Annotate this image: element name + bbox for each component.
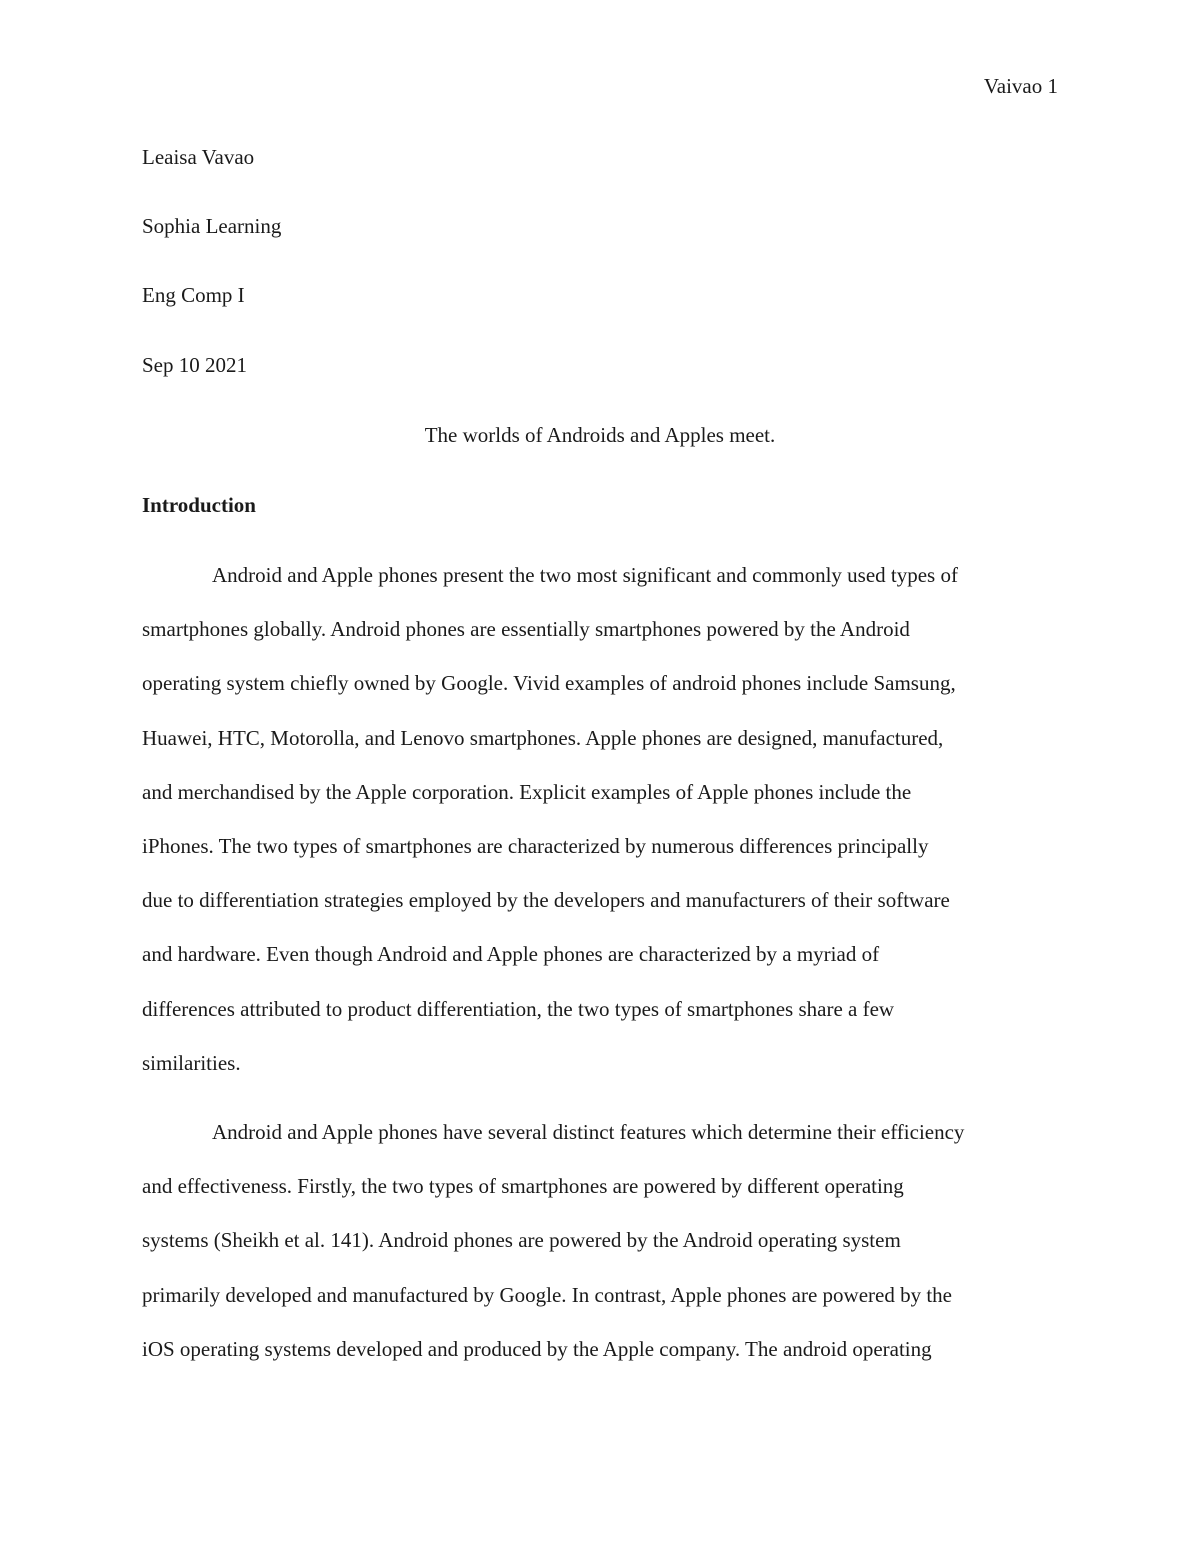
institution: Sophia Learning	[142, 214, 282, 238]
paragraph-line: similarities.	[142, 1050, 241, 1075]
paragraph-line: iPhones. The two types of smartphones are characterized by numerous differences principally	[142, 833, 929, 858]
paragraph-line: and effectiveness. Firstly, the two types of smartphones are powered by different operating	[142, 1174, 904, 1199]
paragraph-line: and merchandised by the Apple corporation. Explicit examples of Apple phones include the	[142, 779, 912, 804]
paragraph-line: due to differentiation strategies employed by the developers and manufacturers of their software	[142, 888, 950, 913]
paragraph-line: differences attributed to product differentiation, the two types of smartphones share a few	[142, 996, 895, 1021]
paragraph-2	[142, 1118, 1058, 1389]
paragraph-1	[142, 561, 1058, 1103]
paragraph-line: iOS operating systems developed and produced by the Apple company. The android operating	[142, 1336, 932, 1361]
paragraph-line: smartphones globally. Android phones are essentially smartphones powered by the Android	[142, 617, 910, 642]
paragraph-line: Huawei, HTC, Motorolla, and Lenovo smartphones. Apple phones are designed, manufactured,	[142, 725, 944, 750]
paragraph-line: Android and Apple phones have several distinct features which determine their efficiency	[212, 1120, 965, 1144]
paragraph-line: primarily developed and manufactured by Google. In contrast, Apple phones are powered by the	[142, 1282, 952, 1307]
running-head: Vaivao 1	[983, 74, 1058, 98]
paragraph-line: operating system chiefly owned by Google. Vivid examples of android phones include Samsung,	[142, 671, 956, 696]
paragraph-line: systems (Sheikh et al. 141). Android phones are powered by the Android operating system	[142, 1228, 901, 1253]
course-name: Eng Comp I	[142, 283, 245, 307]
date: Sep 10 2021	[142, 353, 247, 377]
paragraph-line: and hardware. Even though Android and Apple phones are characterized by a myriad of	[142, 942, 880, 967]
paragraph-line: Android and Apple phones present the two most significant and commonly used types of	[212, 563, 958, 587]
page-title: The worlds of Androids and Apples meet.	[424, 423, 776, 447]
section-heading: Introduction	[142, 493, 256, 517]
author-name: Leaisa Vavao	[142, 145, 255, 169]
